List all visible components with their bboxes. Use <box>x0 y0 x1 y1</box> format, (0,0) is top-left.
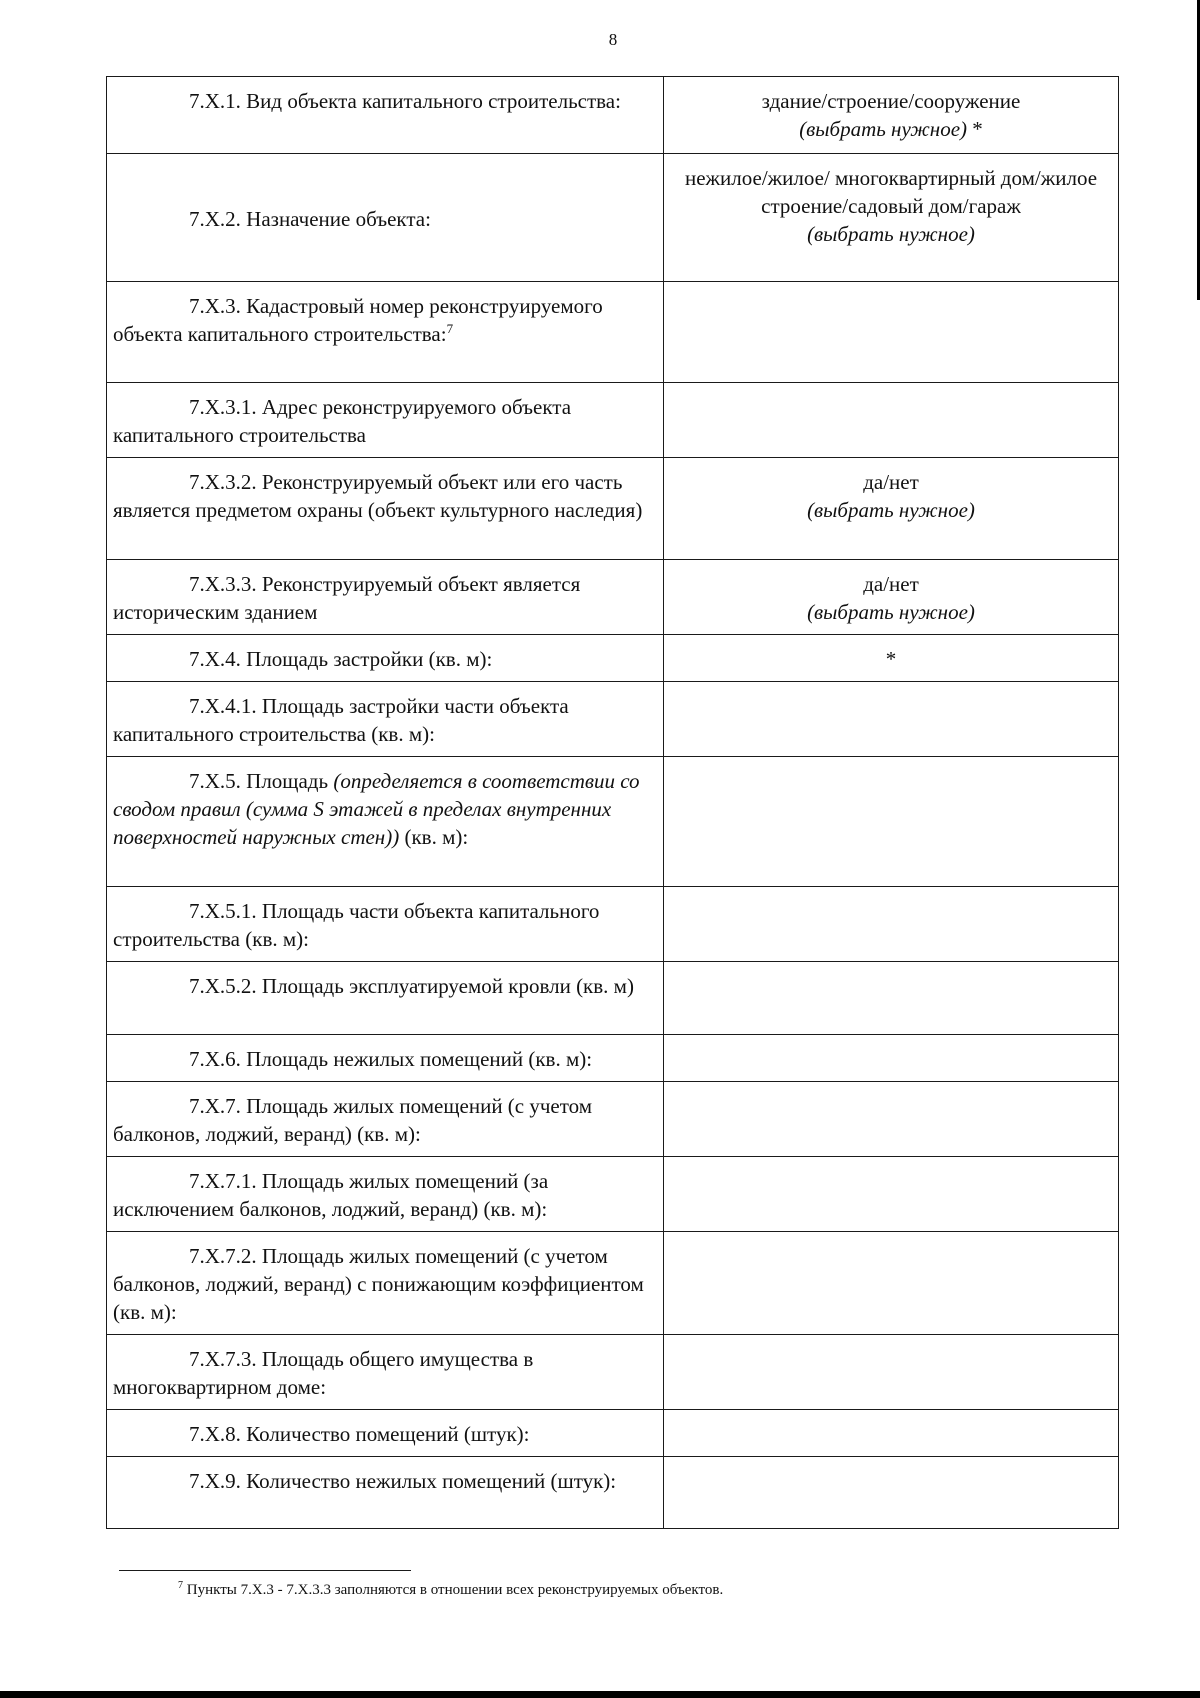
row-value: здание/строение/сооружение <box>761 89 1021 113</box>
row-label: 7.Х.4.1. Площадь застройки части объекта капитального строительства (кв. м): <box>113 694 569 746</box>
required-mark: * <box>885 647 897 671</box>
row-label-cell <box>107 383 664 458</box>
row-label-cell <box>107 1082 664 1157</box>
table-row <box>107 887 1119 962</box>
row-label: 7.Х.5.1. Площадь части объекта капитального строительства (кв. м): <box>113 899 600 951</box>
table-row <box>107 458 1119 560</box>
row-label: 7.Х.9. Количество нежилых помещений (штук): <box>189 1469 617 1493</box>
row-hint: (выбрать нужное) <box>807 222 975 246</box>
row-hint: (выбрать нужное) <box>807 498 975 522</box>
row-value-cell[interactable] <box>664 1035 1119 1082</box>
row-value-cell[interactable] <box>664 1410 1119 1457</box>
row-value-cell[interactable] <box>664 757 1119 887</box>
row-value-cell[interactable] <box>664 154 1119 282</box>
row-label-cell <box>107 1157 664 1232</box>
row-label: 7.Х.7. Площадь жилых помещений (с учетом балконов, лоджий, веранд) (кв. м): <box>113 1094 593 1146</box>
table-row <box>107 757 1119 887</box>
row-label-cell <box>107 458 664 560</box>
row-label-cell <box>107 1457 664 1529</box>
table-row <box>107 635 1119 682</box>
row-label: 7.Х.4. Площадь застройки (кв. м): <box>189 647 493 671</box>
table-row <box>107 560 1119 635</box>
row-value-cell[interactable] <box>664 887 1119 962</box>
row-label-cell <box>107 887 664 962</box>
table-row <box>107 154 1119 282</box>
table-row <box>107 682 1119 757</box>
row-label-cell <box>107 560 664 635</box>
object-characteristics-table <box>106 76 1119 1529</box>
row-label-cell <box>107 282 664 383</box>
row-value-cell[interactable] <box>664 1157 1119 1232</box>
row-value-cell[interactable] <box>664 635 1119 682</box>
row-value: да/нет <box>863 572 919 596</box>
row-value-cell[interactable] <box>664 1335 1119 1410</box>
row-label: 7.Х.3.1. Адрес реконструируемого объекта капитального строительства <box>113 395 572 447</box>
row-label: 7.Х.1. Вид объекта капитального строительства: <box>189 89 621 113</box>
row-label: 7.Х.3. Кадастровый номер реконструируемого объекта капитального строительства: <box>113 294 603 346</box>
row-label: 7.Х.7.3. Площадь общего имущества в многоквартирном доме: <box>113 1347 534 1399</box>
row-value-cell[interactable] <box>664 560 1119 635</box>
row-label-cell <box>107 1232 664 1335</box>
page-number: 8 <box>608 30 618 49</box>
table-row <box>107 77 1119 154</box>
footnote-ref: 7 <box>446 321 454 336</box>
row-label-cell <box>107 1410 664 1457</box>
row-value-cell[interactable] <box>664 383 1119 458</box>
table-row <box>107 1232 1119 1335</box>
row-hint: (выбрать нужное) <box>799 117 968 141</box>
row-value-cell[interactable] <box>664 458 1119 560</box>
row-label-unit: (кв. м): <box>399 825 469 849</box>
row-label-cell <box>107 154 664 282</box>
table-row <box>107 962 1119 1035</box>
table-row <box>107 282 1119 383</box>
row-value-cell[interactable] <box>664 1457 1119 1529</box>
table-row <box>107 1157 1119 1232</box>
footnote-text: Пункты 7.Х.3 - 7.Х.3.3 заполняются в отношении всех реконструируемых объектов. <box>186 1582 724 1598</box>
row-label: 7.Х.3.2. Реконструируемый объект или его часть является предметом охраны (объект культурного наследия) <box>113 470 643 522</box>
row-label-cell <box>107 635 664 682</box>
row-value: нежилое/жилое/ многоквартирный дом/жилое строение/садовый дом/гараж <box>684 166 1098 218</box>
footnote <box>178 1580 723 1600</box>
row-label-cell <box>107 757 664 887</box>
row-value-cell[interactable] <box>664 77 1119 154</box>
table-row <box>107 383 1119 458</box>
row-value-cell[interactable] <box>664 1082 1119 1157</box>
scan-edge-bottom <box>0 1691 1200 1698</box>
table-row <box>107 1335 1119 1410</box>
row-label: 7.Х.7.2. Площадь жилых помещений (с учетом балконов, лоджий, веранд) с понижающим коэффициентом (кв. м): <box>113 1244 644 1324</box>
row-label: 7.Х.5.2. Площадь эксплуатируемой кровли (кв. м) <box>189 974 634 998</box>
row-value: да/нет <box>863 470 919 494</box>
table-row <box>107 1410 1119 1457</box>
footnote-separator <box>119 1570 411 1571</box>
row-label: 7.Х.7.1. Площадь жилых помещений (за исключением балконов, лоджий, веранд) (кв. м): <box>113 1169 549 1221</box>
row-value-cell[interactable] <box>664 1232 1119 1335</box>
footnote-number: 7 <box>178 1580 183 1591</box>
row-value-cell[interactable] <box>664 282 1119 383</box>
row-value-cell[interactable] <box>664 682 1119 757</box>
row-hint: (выбрать нужное) <box>807 600 975 624</box>
table-row <box>107 1457 1119 1529</box>
row-label-cell <box>107 1035 664 1082</box>
row-label-cell <box>107 682 664 757</box>
row-value-cell[interactable] <box>664 962 1119 1035</box>
required-mark: * <box>967 117 983 141</box>
row-label: 7.Х.6. Площадь нежилых помещений (кв. м): <box>189 1047 593 1071</box>
row-label: 7.Х.3.3. Реконструируемый объект является историческим зданием <box>113 572 581 624</box>
row-label-cell <box>107 962 664 1035</box>
row-label-cell <box>107 77 664 154</box>
row-label: 7.Х.5. Площадь <box>189 769 329 793</box>
row-label: 7.Х.2. Назначение объекта: <box>189 206 431 231</box>
row-label-note: (определяется в соответствии со сводом правил (сумма S этажей в пределах внутренних поверхностей наружных стен)) <box>113 769 640 849</box>
row-label-cell <box>107 1335 664 1410</box>
table-row <box>107 1082 1119 1157</box>
row-label: 7.Х.8. Количество помещений (штук): <box>189 1422 530 1446</box>
table-row <box>107 1035 1119 1082</box>
